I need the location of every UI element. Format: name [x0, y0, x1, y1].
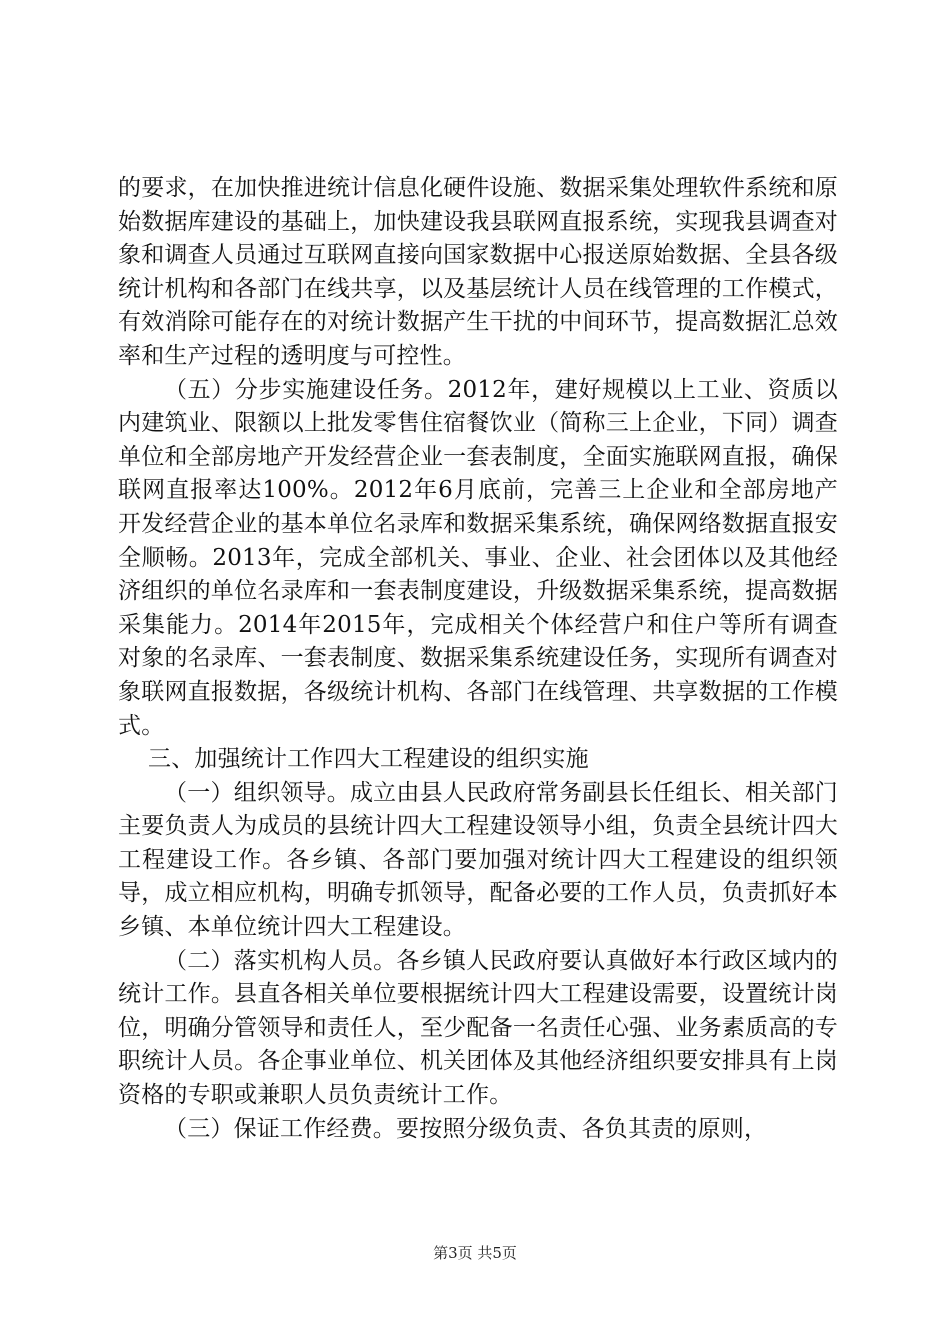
page-number-footer: 第3页 共5页 [433, 1244, 517, 1262]
paragraph-continuation: 的要求，在加快推进统计信息化硬件设施、数据采集处理软件系统和原始数据库建设的基础上，加快建设我县联网直报系统，实现我县调查对象和调查人员通过互联网直接向国家数据中心报送原始数据、全县各级统计机构和各部门在线共享，以及基层统计人员在线管理的工作模式，有效消除可能存在的对统计数据产生干扰的中间环节，提高数据汇总效率和生产过程的透明度与可控性。 [118, 175, 838, 369]
document-body [118, 172, 838, 1146]
paragraph-item-one: （一）组织领导。成立由县人民政府常务副县长任组长、相关部门主要负责人为成员的县统计四大工程建设领导小组，负责全县统计四大工程建设工作。各乡镇、各部门要加强对统计四大工程建设的组织领导，成立相应机构，明确专抓领导，配备必要的工作人员，负责抓好本乡镇、本单位统计四大工程建设。 [118, 779, 838, 941]
paragraph-section-five: （五）分步实施建设任务。2012年，建好规模以上工业、资质以内建筑业、限额以上批发零售住宿餐饮业（简称三上企业，下同）调查单位和全部房地产开发经营企业一套表制度，全面实施联网直报，确保联网直报率达100%。2012年6月底前，完善三上企业和全部房地产开发经营企业的基本单位名录库和数据采集系统，确保网络数据直报安全顺畅。2013年，完成全部机关、事业、企业、社会团体以及其他经济组织的单位名录库和一套表制度建设，升级数据采集系统，提高数据采集能力。2014年2015年，完成相关个体经营户和住户等所有调查对象的名录库、一套表制度、数据采集系统建设任务，实现所有调查对象联网直报数据，各级统计机构、各部门在线管理、共享数据的工作模式。 [118, 376, 838, 739]
paragraph-item-two: （二）落实机构人员。各乡镇人民政府要认真做好本行政区域内的统计工作。县直各相关单位要根据统计四大工程建设需要，设置统计岗位，明确分管领导和责任人，至少配备一名责任心强、业务素质高的专职统计人员。各企事业单位、机关团体及其他经济组织要安排具有上岗资格的专职或兼职人员负责统计工作。 [118, 947, 838, 1109]
section-heading-three: 三、加强统计工作四大工程建设的组织实施 [148, 746, 589, 773]
paragraph-item-three: （三）保证工作经费。要按照分级负责、各负其责的原则， [164, 1115, 768, 1142]
